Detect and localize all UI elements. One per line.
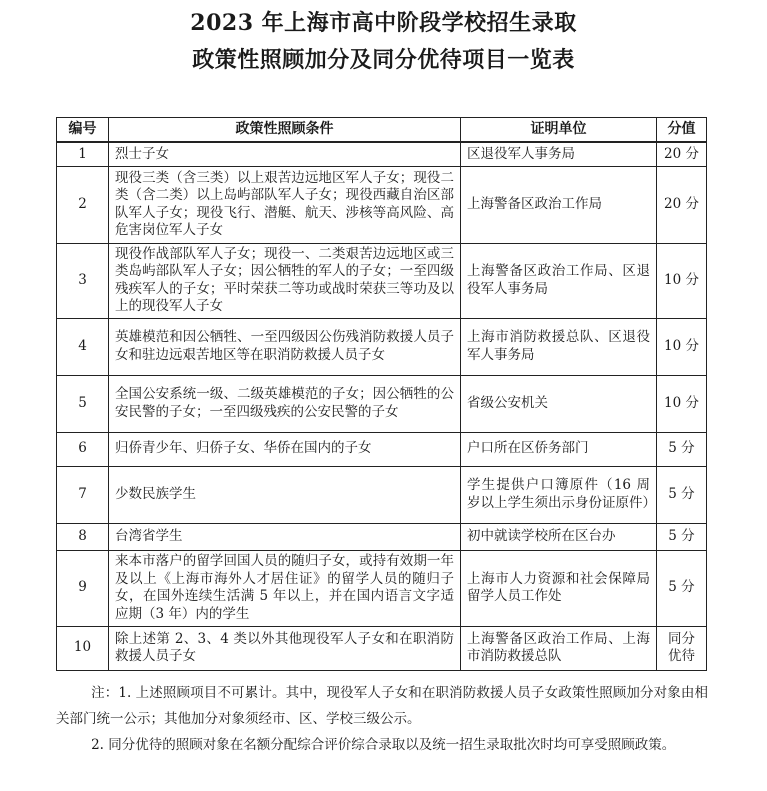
row-score: 同分优待 [657, 626, 707, 670]
row-number: 3 [57, 243, 109, 318]
table-row [57, 318, 707, 375]
row-certifying-unit: 户口所在区侨务部门 [461, 432, 657, 466]
row-score: 20 分 [657, 142, 707, 166]
row-certifying-unit: 省级公安机关 [461, 375, 657, 432]
row-number: 4 [57, 318, 109, 375]
row-certifying-unit: 学生提供户口簿原件（16 周岁以上学生须出示身份证原件） [461, 466, 657, 523]
row-condition: 英雄模范和因公牺牲、一至四级因公伤残消防救援人员子女和驻边远艰苦地区等在职消防救援人员子女 [109, 318, 461, 375]
row-certifying-unit: 上海警备区政治工作局 [461, 166, 657, 243]
row-score: 5 分 [657, 523, 707, 550]
table-row [57, 626, 707, 670]
row-certifying-unit: 区退役军人事务局 [461, 142, 657, 166]
header-number: 编号 [57, 118, 109, 143]
row-number: 6 [57, 432, 109, 466]
row-score: 5 分 [657, 550, 707, 626]
row-certifying-unit: 初中就读学校所在区台办 [461, 523, 657, 550]
row-certifying-unit: 上海市人力资源和社会保障局留学人员工作处 [461, 550, 657, 626]
row-condition: 现役作战部队军人子女；现役一、二类艰苦边远地区或三类岛屿部队军人子女；因公牺牲的军人的子女；一至四级残疾军人的子女；平时荣获二等功或战时荣获三等功及以上的现役军人子女 [109, 243, 461, 318]
row-score: 5 分 [657, 432, 707, 466]
header-score: 分值 [657, 118, 707, 143]
table-row [57, 432, 707, 466]
note-1: 注：1. 上述照顾项目不可累计。其中，现役军人子女和在职消防救援人员子女政策性照顾加分对象由相关部门统一公示；其他加分对象须经市、区、学校三级公示。 [56, 685, 708, 727]
row-number: 9 [57, 550, 109, 626]
row-condition: 少数民族学生 [109, 466, 461, 523]
row-condition: 烈士子女 [109, 142, 461, 166]
table-row [57, 243, 707, 318]
row-number: 10 [57, 626, 109, 670]
row-score: 10 分 [657, 318, 707, 375]
row-number: 2 [57, 166, 109, 243]
row-condition: 台湾省学生 [109, 523, 461, 550]
table-row [57, 550, 707, 626]
note-2: 2. 同分优待的照顾对象在名额分配综合评价综合录取以及统一招生录取批次时均可享受照顾政策。 [91, 737, 676, 753]
row-condition: 全国公安系统一级、二级英雄模范的子女；因公牺牲的公安民警的子女；一至四级残疾的公安民警的子女 [109, 375, 461, 432]
row-condition: 除上述第 2、3、4 类以外其他现役军人子女和在职消防救援人员子女 [109, 626, 461, 670]
policy-table [56, 117, 707, 671]
table-header-row [57, 118, 707, 143]
row-score: 20 分 [657, 166, 707, 243]
row-score: 10 分 [657, 375, 707, 432]
row-score: 10 分 [657, 243, 707, 318]
row-condition: 来本市落户的留学回国人员的随归子女，或持有效期一年及以上《上海市海外人才居住证》的留学人员的随归子女，在国外连续生活满 5 年以上，并在国内语言文字适应期（3 年）内的学生 [109, 550, 461, 626]
row-condition: 归侨青少年、归侨子女、华侨在国内的子女 [109, 432, 461, 466]
row-certifying-unit: 上海市消防救援总队、区退役军人事务局 [461, 318, 657, 375]
notes-section [56, 680, 708, 758]
page-title: 2023 年上海市高中阶段学校招生录取 [190, 10, 577, 36]
table-row [57, 142, 707, 166]
row-certifying-unit: 上海警备区政治工作局、上海市消防救援总队 [461, 626, 657, 670]
table-row [57, 166, 707, 243]
header-condition: 政策性照顾条件 [109, 118, 461, 143]
row-score: 5 分 [657, 466, 707, 523]
header-certifying-unit: 证明单位 [461, 118, 657, 143]
page-subtitle: 政策性照顾加分及同分优待项目一览表 [192, 47, 575, 73]
row-number: 1 [57, 142, 109, 166]
row-number: 5 [57, 375, 109, 432]
row-certifying-unit: 上海警备区政治工作局、区退役军人事务局 [461, 243, 657, 318]
row-number: 7 [57, 466, 109, 523]
row-condition: 现役三类（含三类）以上艰苦边远地区军人子女；现役二类（含二类）以上岛屿部队军人子女；现役西藏自治区部队军人子女；现役飞行、潜艇、航天、涉核等高风险、高危害岗位军人子女 [109, 166, 461, 243]
table-row [57, 523, 707, 550]
row-number: 8 [57, 523, 109, 550]
table-row [57, 375, 707, 432]
table-row [57, 466, 707, 523]
